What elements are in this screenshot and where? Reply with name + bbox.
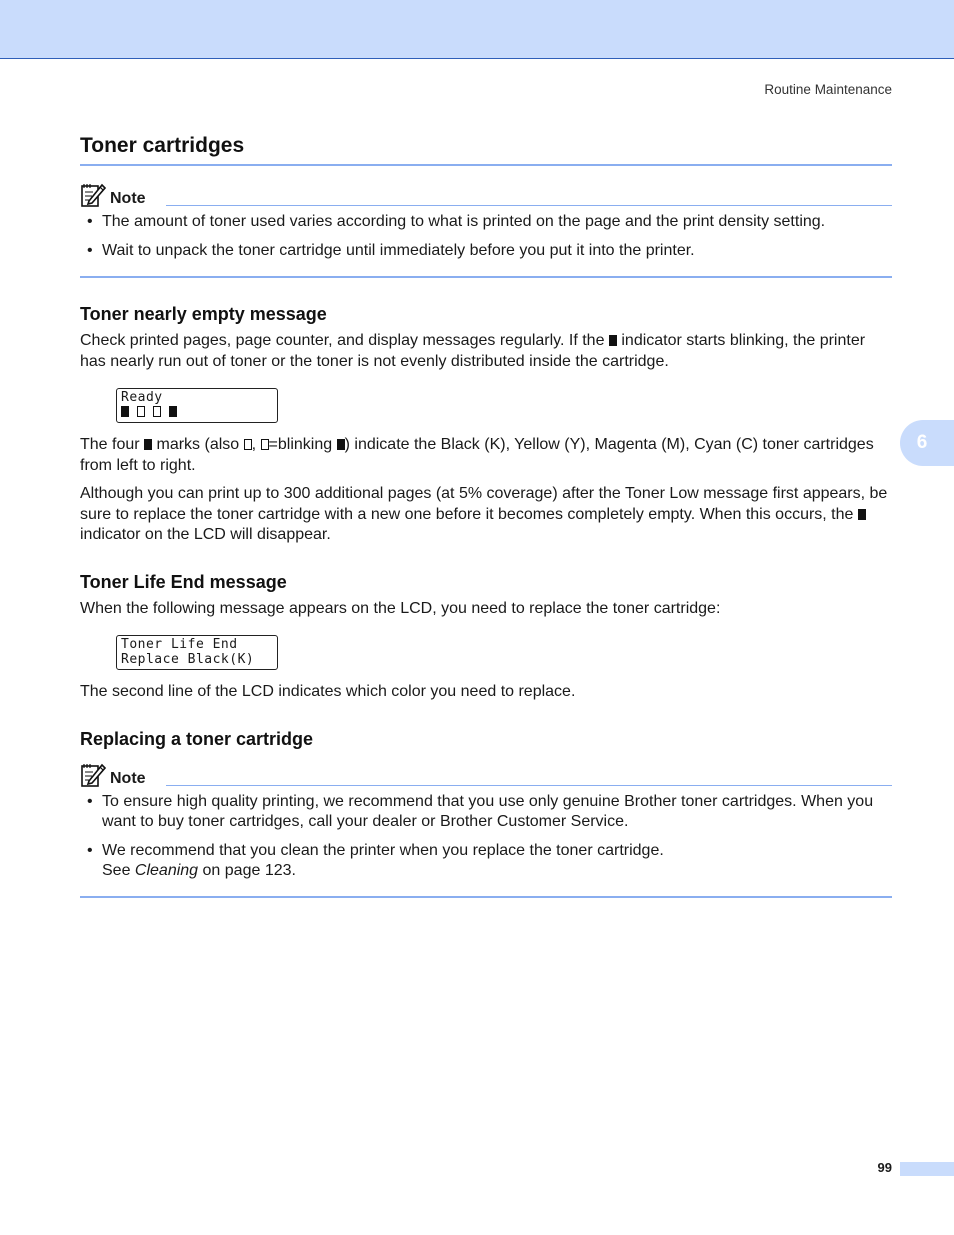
note-label: Note (110, 769, 146, 787)
lcd-line-1: Ready (121, 390, 163, 405)
lcd-line-2: Replace Black(K) (121, 652, 255, 667)
lcd-display-toner-life-end (116, 635, 278, 670)
filled-block-icon (337, 439, 345, 450)
filled-block-icon (858, 509, 866, 520)
paragraph: The second line of the LCD indicates which color you need to replace. (80, 683, 576, 700)
section-heading-toner-nearly-empty: Toner nearly empty message (80, 304, 327, 324)
filled-block-icon (169, 406, 177, 417)
hollow-block-icon (137, 406, 145, 417)
hollow-block-icon (244, 439, 252, 450)
note-header (80, 182, 892, 208)
filled-block-icon (609, 335, 617, 346)
paragraph: When the following message appears on the LCD, you need to replace the toner cartridge: (80, 599, 721, 617)
note-pencil-icon (80, 762, 106, 788)
note-pencil-icon (80, 182, 106, 208)
note-box (80, 762, 892, 898)
section-heading-replacing-toner: Replacing a toner cartridge (80, 728, 314, 749)
paragraph (80, 484, 892, 546)
note-item (80, 841, 892, 881)
text-span: indicator starts blinking, the printer has nearly run out of toner or the toner is not evenly distributed inside the cartridge. (80, 332, 866, 370)
text-span: marks (also (156, 436, 240, 453)
filled-block-icon (121, 406, 129, 417)
note-list (80, 792, 892, 881)
chapter-number: 6 (916, 432, 928, 453)
note-rule (166, 785, 892, 786)
top-header-band (0, 0, 954, 59)
lcd-line-2 (121, 405, 273, 420)
text-span: See (102, 861, 131, 879)
note-list (80, 212, 892, 261)
text-span: indicator on the LCD will disappear. (80, 526, 331, 543)
note-item: • The amount of toner used varies according to what is printed on the page and the print density setting. (80, 212, 892, 232)
section-heading-toner-life-end: Toner Life End message (80, 571, 287, 592)
note-rule (166, 205, 892, 206)
page-number-bar (900, 1162, 954, 1176)
lcd-display-ready (116, 388, 278, 423)
chapter-tab[interactable] (900, 420, 954, 466)
running-header: Routine Maintenance (764, 82, 892, 97)
note-header (80, 762, 892, 788)
paragraph (80, 435, 892, 476)
text-span: , (251, 436, 257, 453)
text-span: Check printed pages, page counter, and display messages regularly. If the (80, 332, 605, 349)
filled-block-icon (144, 439, 152, 450)
page-title: Toner cartridges (80, 134, 892, 166)
note-box (80, 182, 892, 278)
text-span: ) indicate the Black (K), Yellow (Y), Magenta (M), Cyan (C) toner cartridges from left to right. (80, 436, 874, 474)
text-span: =blinking (268, 436, 333, 453)
note-item: • To ensure high quality printing, we recommend that you use only genuine Brother toner cartridges. When you want to buy toner cartridges, call your dealer or Brother Customer Service. (80, 792, 892, 832)
page-content (80, 120, 892, 898)
paragraph (80, 331, 892, 372)
cross-reference-link[interactable]: Cleaning (134, 861, 199, 879)
hollow-block-icon (261, 439, 269, 450)
page-number: 99 (877, 1160, 892, 1175)
text-span: on page 123. (202, 861, 296, 879)
hollow-block-icon (153, 406, 161, 417)
text-span: We recommend that you clean the printer when you replace the toner cartridge. (102, 841, 664, 859)
text-span: Although you can print up to 300 additional pages (at 5% coverage) after the Toner Low message first appears, be sure to replace the toner cartridge with a new one before it becomes completely empty. When this occurs, the (80, 485, 888, 523)
note-label: Note (110, 190, 146, 207)
note-item: • Wait to unpack the toner cartridge until immediately before you put it into the printer. (80, 241, 892, 261)
text-span: The four (80, 436, 140, 453)
lcd-line-1: Toner Life End (121, 637, 238, 652)
